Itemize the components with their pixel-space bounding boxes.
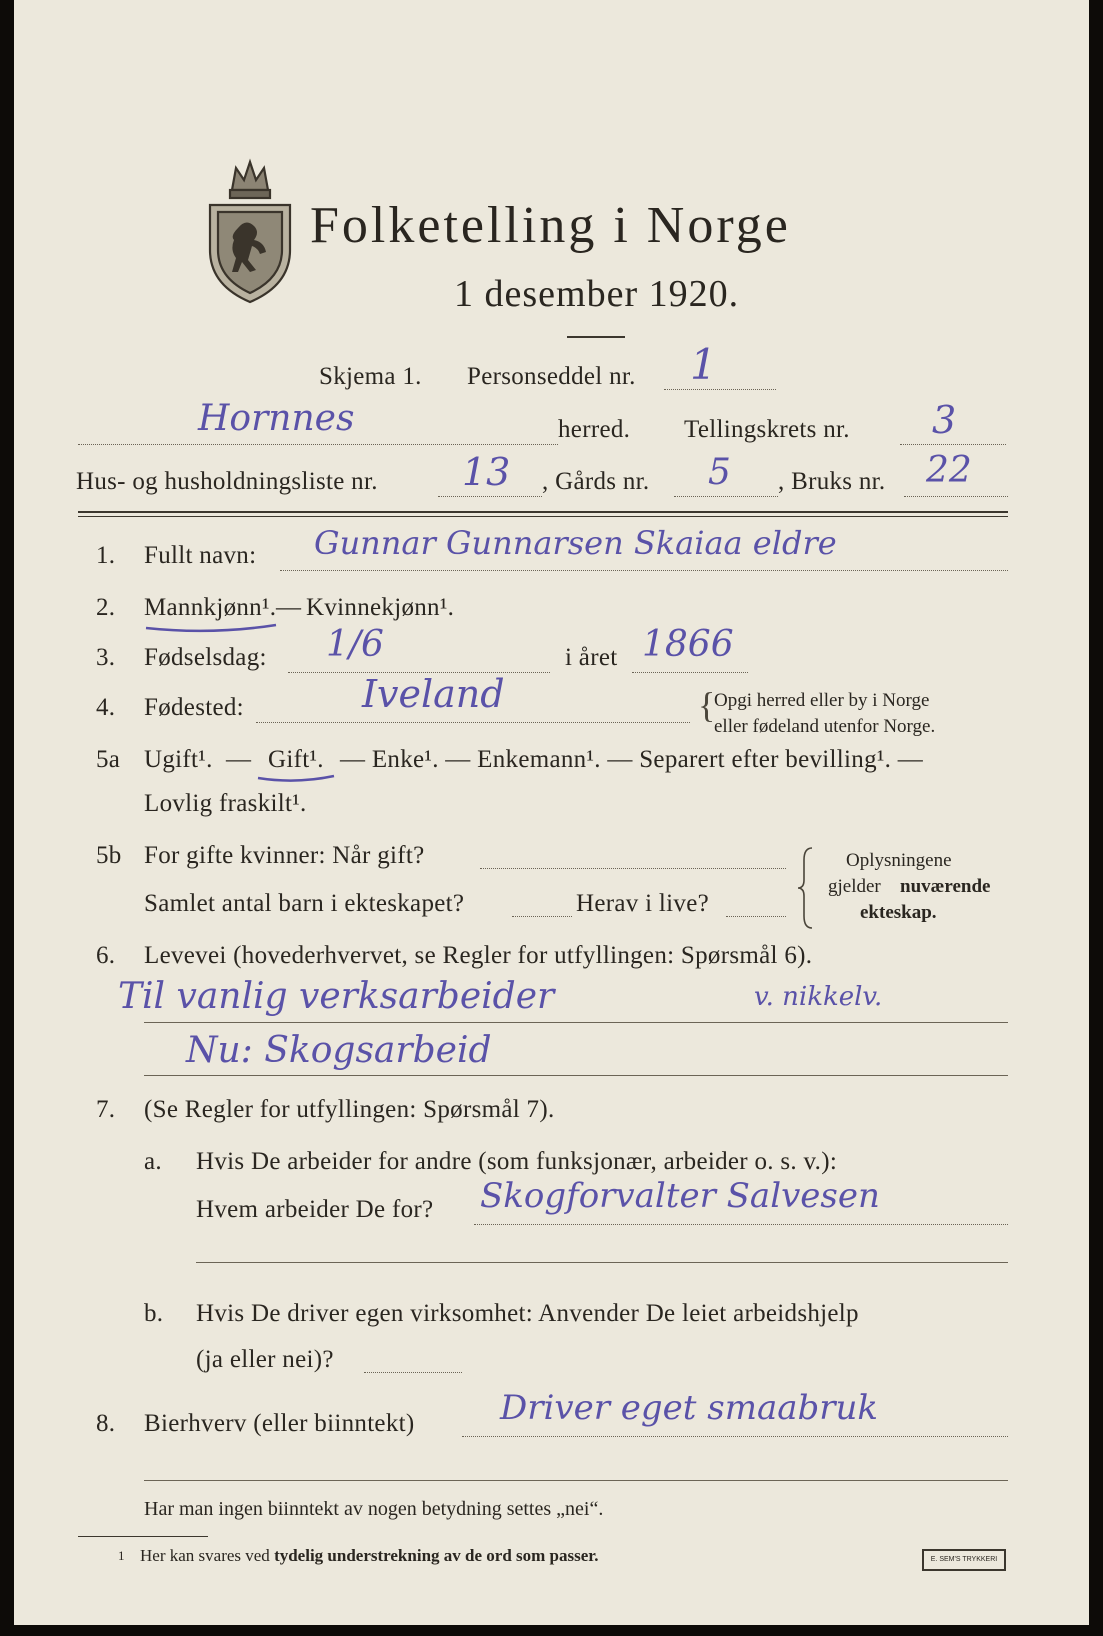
personseddel-label: Personseddel nr.	[467, 363, 636, 390]
q5b-number: 5b	[96, 842, 122, 869]
q2-number: 2.	[96, 594, 116, 621]
q5a-underline-mark	[254, 772, 338, 786]
q7a-line-2	[196, 1262, 1008, 1263]
footer-note: Har man ingen biinntekt av nogen betydning settes „nei“.	[144, 1498, 604, 1520]
q4-value: Iveland	[362, 672, 505, 716]
q5a-gift: Gift¹.	[268, 746, 324, 773]
q5a-dash: —	[226, 746, 252, 773]
footnote-mark: 1	[118, 1548, 125, 1563]
tellingskrets-value: 3	[932, 398, 957, 442]
q5b-live-line	[726, 916, 786, 917]
personseddel-line	[664, 389, 776, 390]
q8-line-2	[144, 1480, 1008, 1481]
q4-label: Fødested:	[144, 694, 244, 721]
q5a-rest: — Enke¹. — Enkemann¹. — Separert efter bevilling¹. —	[340, 746, 924, 773]
husliste-label: Hus- og husholdningsliste nr.	[76, 468, 378, 495]
printer-stamp: E. SEM'S TRYKKERI	[922, 1549, 1006, 1571]
q5a-lovlig-fraskilt: Lovlig fraskilt¹.	[144, 790, 307, 817]
q7-number: 7.	[96, 1096, 116, 1123]
q5b-label: For gifte kvinner: Når gift?	[144, 842, 425, 869]
q4-number: 4.	[96, 694, 116, 721]
q7b-letter: b.	[144, 1300, 164, 1327]
q6-value-line2: Nu: Skogsarbeid	[186, 1030, 492, 1071]
q6-value-line1b: v. nikkelv.	[754, 982, 883, 1012]
q7a-question: Hvem arbeider De for?	[196, 1196, 434, 1223]
bruks-line	[904, 496, 1008, 497]
footnote-rule	[78, 1536, 208, 1537]
q5b-barn-label: Samlet antal barn i ekteskapet?	[144, 890, 465, 917]
q2-underline-mark	[142, 620, 282, 636]
header-rule-2	[78, 516, 1008, 517]
footnote-text-a: Her kan svares ved	[140, 1546, 270, 1565]
q5b-note-nuvaerende: nuværende	[900, 876, 991, 897]
skjema-label: Skjema 1.	[319, 363, 422, 390]
q5b-live-label: Herav i live?	[576, 890, 710, 917]
q5b-brace	[796, 846, 816, 930]
header-rule-1	[78, 511, 1008, 513]
q2-kvinnekjonn: Kvinnekjønn¹.	[306, 594, 455, 621]
q1-value: Gunnar Gunnarsen Skaiaa eldre	[314, 524, 837, 562]
gards-line	[674, 496, 778, 497]
q7a-value: Skogforvalter Salvesen	[480, 1176, 880, 1216]
herred-line	[78, 444, 558, 445]
footnote-text-b: tydelig understrekning av de ord som passer.	[274, 1546, 599, 1565]
q8-number: 8.	[96, 1410, 116, 1437]
husliste-value: 13	[462, 450, 511, 494]
husliste-line	[438, 496, 542, 497]
q7a-label: Hvis De arbeider for andre (som funksjonær, arbeider o. s. v.):	[196, 1148, 838, 1175]
footnote-text	[140, 1546, 599, 1566]
q5b-note-line3: ekteskap.	[860, 902, 937, 923]
q5b-barn-line	[512, 916, 572, 917]
q7a-line	[474, 1224, 1008, 1225]
q4-note-line2: eller fødeland utenfor Norge.	[714, 716, 936, 737]
q5a-number: 5a	[96, 746, 121, 773]
q5b-note-gjelder: gjelder	[828, 876, 881, 897]
tellingskrets-label: Tellingskrets nr.	[684, 416, 850, 443]
q2-mannkjonn: Mannkjønn¹.	[144, 594, 277, 621]
q3-value: 1/6	[326, 624, 384, 665]
q6-line-2	[144, 1075, 1008, 1076]
q3-label: Fødselsdag:	[144, 644, 267, 671]
q8-line	[462, 1436, 1008, 1437]
tellingskrets-line	[900, 444, 1006, 445]
form-title: Folketelling i Norge	[310, 197, 791, 254]
q1-number: 1.	[96, 542, 116, 569]
q4-brace: {	[698, 685, 716, 725]
personseddel-value: 1	[690, 340, 717, 389]
bruks-value: 22	[926, 450, 972, 491]
coat-of-arms-emblem	[200, 150, 300, 310]
q6-label: Levevei (hovederhvervet, se Regler for utfyllingen: Spørsmål 6).	[144, 942, 813, 969]
q1-line	[280, 570, 1008, 571]
title-divider	[567, 336, 625, 338]
herred-value: Hornnes	[198, 398, 355, 439]
q7b-question: (ja eller nei)?	[196, 1346, 334, 1373]
gards-value: 5	[708, 452, 731, 493]
q5b-note-line1: Oplysningene	[846, 850, 952, 871]
q6-number: 6.	[96, 942, 116, 969]
q4-note-line1: Opgi herred eller by i Norge	[714, 690, 930, 711]
q3-year-line	[632, 672, 748, 673]
q6-value-line1: Til vanlig verksarbeider	[118, 976, 555, 1017]
census-date: 1 desember 1920.	[454, 273, 740, 315]
q5b-line	[480, 868, 786, 869]
bruks-label: , Bruks nr.	[778, 468, 886, 495]
q3-year-label: i året	[565, 644, 618, 671]
q6-line-1	[144, 1022, 1008, 1023]
q3-year-value: 1866	[642, 624, 734, 665]
q8-value: Driver eget smaabruk	[500, 1388, 879, 1428]
q2-separator: —	[276, 594, 302, 621]
q7a-letter: a.	[144, 1148, 162, 1175]
herred-label: herred.	[558, 416, 631, 443]
q7b-label: Hvis De driver egen virksomhet: Anvender De leiet arbeidshjelp	[196, 1300, 859, 1327]
q7b-line	[364, 1372, 462, 1373]
q4-line	[256, 722, 690, 723]
q1-label: Fullt navn:	[144, 542, 257, 569]
census-form	[14, 0, 1089, 1625]
q5a-ugift: Ugift¹.	[144, 746, 213, 773]
gards-label: , Gårds nr.	[542, 468, 650, 495]
q3-number: 3.	[96, 644, 116, 671]
q8-label: Bierhverv (eller biinntekt)	[144, 1410, 415, 1437]
q7-label: (Se Regler for utfyllingen: Spørsmål 7).	[144, 1096, 555, 1123]
